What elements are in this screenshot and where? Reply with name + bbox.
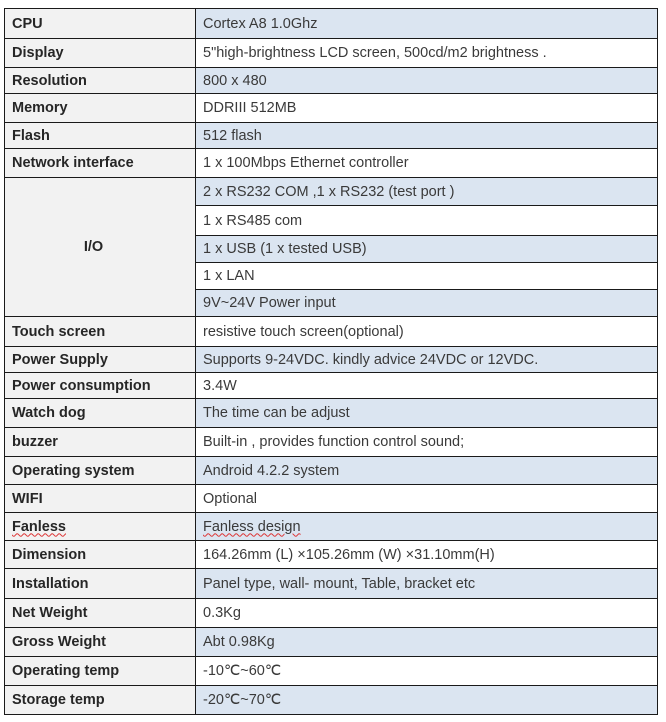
spec-label: CPU bbox=[5, 9, 196, 39]
table-row bbox=[5, 9, 658, 39]
spec-value: 5"high-brightness LCD screen, 500cd/m2 brightness . bbox=[196, 39, 658, 68]
spellcheck-underlined-text: Fanless bbox=[12, 518, 66, 535]
spec-value: 9V~24V Power input bbox=[196, 290, 658, 317]
spec-label: Memory bbox=[5, 94, 196, 123]
spec-label: Resolution bbox=[5, 68, 196, 94]
spec-label: Net Weight bbox=[5, 599, 196, 628]
spec-label: Operating temp bbox=[5, 657, 196, 686]
table-row bbox=[5, 94, 658, 123]
table-row bbox=[5, 657, 658, 686]
table-row bbox=[5, 686, 658, 715]
table-row bbox=[5, 317, 658, 347]
spec-value: 800 x 480 bbox=[196, 68, 658, 94]
spec-value: Cortex A8 1.0Ghz bbox=[196, 9, 658, 39]
spec-label: Network interface bbox=[5, 149, 196, 178]
spec-label: Display bbox=[5, 39, 196, 68]
table-row bbox=[5, 569, 658, 599]
spec-label: Installation bbox=[5, 569, 196, 599]
spec-value: -10℃~60℃ bbox=[196, 657, 658, 686]
spec-label: Operating system bbox=[5, 457, 196, 485]
spec-label: Dimension bbox=[5, 541, 196, 569]
spec-value: 1 x 100Mbps Ethernet controller bbox=[196, 149, 658, 178]
table-row bbox=[5, 149, 658, 178]
table-row bbox=[5, 123, 658, 149]
table-row bbox=[5, 373, 658, 399]
spec-label: Gross Weight bbox=[5, 628, 196, 657]
spec-label: Power consumption bbox=[5, 373, 196, 399]
spec-label bbox=[5, 513, 196, 541]
spec-value: 1 x RS485 com bbox=[196, 206, 658, 236]
spec-value: -20℃~70℃ bbox=[196, 686, 658, 715]
spec-value: Android 4.2.2 system bbox=[196, 457, 658, 485]
spec-value: Abt 0.98Kg bbox=[196, 628, 658, 657]
spec-value: Supports 9-24VDC. kindly advice 24VDC or 12VDC. bbox=[196, 347, 658, 373]
table-row bbox=[5, 399, 658, 428]
spec-value: DDRIII 512MB bbox=[196, 94, 658, 123]
spec-value: Optional bbox=[196, 485, 658, 513]
table-row bbox=[5, 541, 658, 569]
table-row bbox=[5, 178, 658, 206]
table-row bbox=[5, 513, 658, 541]
spec-label: Watch dog bbox=[5, 399, 196, 428]
table-row bbox=[5, 68, 658, 94]
spec-value: The time can be adjust bbox=[196, 399, 658, 428]
spec-label: Flash bbox=[5, 123, 196, 149]
spec-value: Panel type, wall- mount, Table, bracket etc bbox=[196, 569, 658, 599]
spellcheck-underlined-text: Fanless design bbox=[203, 518, 301, 535]
spec-label: WIFI bbox=[5, 485, 196, 513]
table-row bbox=[5, 347, 658, 373]
spec-value: 164.26mm (L) ×105.26mm (W) ×31.10mm(H) bbox=[196, 541, 658, 569]
spec-value: 1 x USB (1 x tested USB) bbox=[196, 236, 658, 263]
table-row bbox=[5, 39, 658, 68]
spec-value: 1 x LAN bbox=[196, 263, 658, 290]
spec-label: Touch screen bbox=[5, 317, 196, 347]
table-row bbox=[5, 628, 658, 657]
spec-value: Built-in , provides function control sound; bbox=[196, 428, 658, 457]
spec-value: 512 flash bbox=[196, 123, 658, 149]
spec-value: resistive touch screen(optional) bbox=[196, 317, 658, 347]
spec-label-io: I/O bbox=[5, 178, 196, 317]
spec-label: Storage temp bbox=[5, 686, 196, 715]
spec-label: Power Supply bbox=[5, 347, 196, 373]
table-row bbox=[5, 485, 658, 513]
spec-table bbox=[4, 8, 658, 715]
table-row bbox=[5, 599, 658, 628]
table-row bbox=[5, 457, 658, 485]
spec-value: 0.3Kg bbox=[196, 599, 658, 628]
spec-value: 2 x RS232 COM ,1 x RS232 (test port ) bbox=[196, 178, 658, 206]
spec-value: 3.4W bbox=[196, 373, 658, 399]
spec-value bbox=[196, 513, 658, 541]
table-row bbox=[5, 428, 658, 457]
spec-label: buzzer bbox=[5, 428, 196, 457]
